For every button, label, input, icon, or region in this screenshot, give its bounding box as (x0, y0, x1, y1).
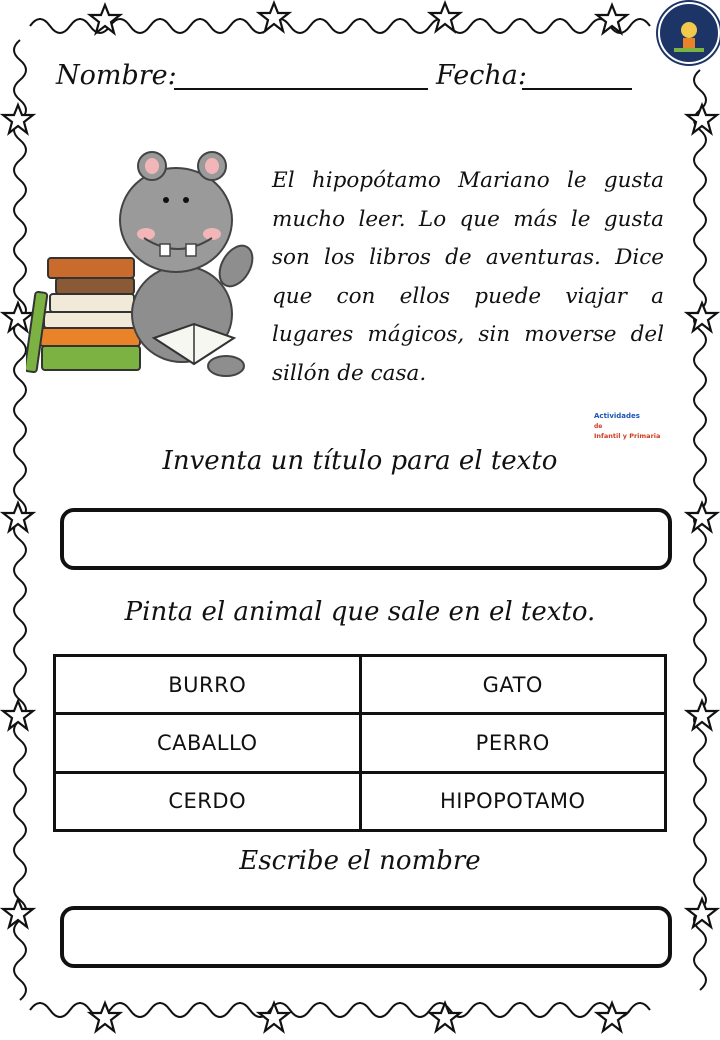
name-answer-box[interactable] (60, 906, 672, 968)
date-line[interactable] (522, 88, 632, 90)
table-row (55, 772, 666, 830)
star-icon (430, 3, 460, 31)
star-icon (430, 1003, 460, 1031)
option-perro[interactable]: PERRO (360, 714, 666, 772)
option-hipopotamo[interactable]: HIPOPOTAMO (360, 772, 666, 830)
option-gato[interactable]: GATO (360, 656, 666, 714)
animal-options-table (53, 654, 667, 832)
task1-title: Inventa un título para el texto (162, 446, 558, 476)
date-label: Fecha: (436, 60, 527, 91)
star-icon (687, 503, 717, 531)
star-icon (687, 105, 717, 133)
star-icon (90, 1003, 120, 1031)
logo-line3: Infantil y Primaria (594, 432, 661, 440)
title-answer-box[interactable] (60, 508, 672, 570)
name-line[interactable] (174, 88, 428, 90)
star-icon (3, 701, 33, 729)
star-icon (3, 105, 33, 133)
logo-line1: Actividades (594, 412, 640, 420)
star-icon (597, 1003, 627, 1031)
name-label: Nombre: (56, 60, 177, 91)
star-icon (90, 5, 120, 33)
task3-title: Escribe el nombre (239, 846, 481, 876)
star-icon (259, 3, 289, 31)
logo-icon (660, 4, 718, 62)
option-cerdo[interactable]: CERDO (55, 772, 361, 830)
story-text: El hipopótamo Mariano le gusta mucho leer. Lo que más le gusta son los libros de aventuras. Dice que con ellos puede viajar a lugares mágicos, sin moverse del sillón de casa. (272, 168, 664, 386)
option-burro[interactable]: BURRO (55, 656, 361, 714)
star-icon (687, 899, 717, 927)
star-icon (259, 1003, 289, 1031)
logo-line2: de (594, 423, 603, 430)
table-row (55, 714, 666, 772)
publisher-logo (594, 410, 666, 444)
star-icon (687, 303, 717, 331)
option-caballo[interactable]: CABALLO (55, 714, 361, 772)
star-icon (687, 701, 717, 729)
star-icon (3, 503, 33, 531)
task2-title: Pinta el animal que sale en el texto. (124, 597, 596, 627)
hippo-illustration (26, 142, 266, 382)
books-illustration (26, 258, 140, 372)
logo-badge (658, 2, 720, 64)
table-row (55, 656, 666, 714)
header-fields (56, 60, 636, 96)
